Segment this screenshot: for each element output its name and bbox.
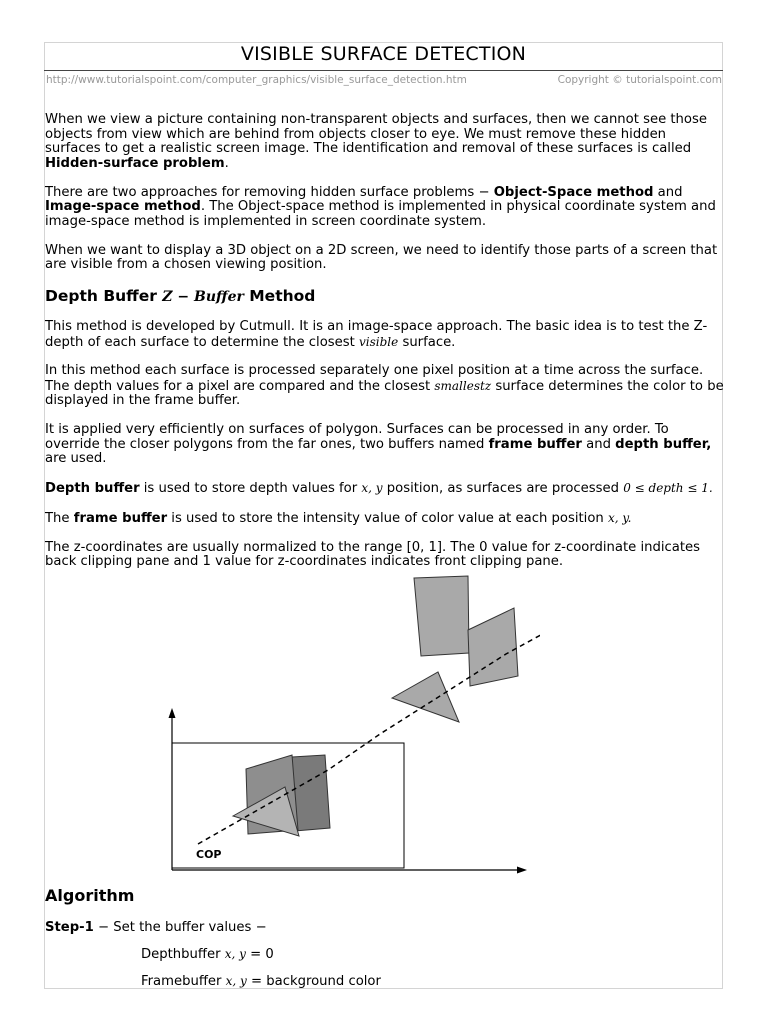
- section-paragraph-1: This method is developed by Cutmull. It is an image-space approach. The basic idea is to test the Z-depth of each surface to determine the closest visible surface.: [45, 318, 708, 350]
- section-paragraph-6: The z-coordinates are usually normalized to the range [0, 1]. The 0 value for z-coordinate indicates back clipping pane and 1 value for z-coordinates indicates front clipping pane.: [45, 539, 701, 570]
- page-title: VISIBLE SURFACE DETECTION: [240, 43, 527, 65]
- section-paragraph-4: Depth buffer is used to store depth values for x, y position, as surfaces are processed 0 ≤ depth ≤ 1.: [45, 481, 713, 497]
- axes: [169, 708, 528, 874]
- intro-paragraph-3: When we want to display a 3D object on a 2D screen, we need to identify those parts of a screen that are visible from a chosen viewing position.: [45, 242, 718, 273]
- section-paragraph-5: The frame buffer is used to store the intensity value of color value at each position x, y.: [45, 511, 632, 526]
- depthbuffer-init: Depthbuffer x, y = 0: [141, 947, 274, 962]
- framebuffer-init: Framebuffer x, y = background color: [141, 974, 381, 989]
- copyright-notice: Copyright © tutorialspoint.com: [557, 74, 722, 86]
- projected-rect-back: [292, 755, 330, 831]
- intro-paragraph-2: There are two approaches for removing hidden surface problems − Object-Space method and Image-space method. The Object-space method is implemented in physical coordinate system and image-space method is implemented in screen coordinate system.: [45, 184, 716, 229]
- polygon-triangle: [392, 672, 459, 722]
- intro-paragraph-1: When we view a picture containing non-transparent objects and surfaces, then we cannot see those objects from view which are behind from objects closer to eye. We must remove these hidden surfaces to get a realistic screen image. The identification and removal of these surfaces is called Hidden-surface problem.: [45, 112, 707, 171]
- polygon-mid-rect: [468, 608, 518, 686]
- section-paragraph-2: In this method each surface is processed separately one pixel position at a time across the surface. The depth values for a pixel are compared and the closest smallestz surface determines the color to be displayed in the frame buffer.: [45, 363, 724, 409]
- source-url: http://www.tutorialspoint.com/computer_graphics/visible_surface_detection.htm: [46, 74, 467, 86]
- algorithm-heading: Algorithm: [45, 886, 135, 905]
- title-divider: [44, 70, 723, 71]
- cop-label: COP: [196, 848, 222, 861]
- section-heading: Depth Buffer Z − Buffer Method: [45, 286, 316, 305]
- polygon-far-rect: [414, 576, 469, 656]
- section-paragraph-3: It is applied very efficiently on surfaces of polygon. Surfaces can be processed in any order. To override the closer polygons from the far ones, two buffers named frame buffer and depth buffer, are used.: [45, 422, 712, 467]
- main-content: [45, 113, 725, 584]
- depth-buffer-figure: [150, 568, 540, 878]
- algorithm-step-1: Step-1 − Set the buffer values −: [45, 920, 267, 935]
